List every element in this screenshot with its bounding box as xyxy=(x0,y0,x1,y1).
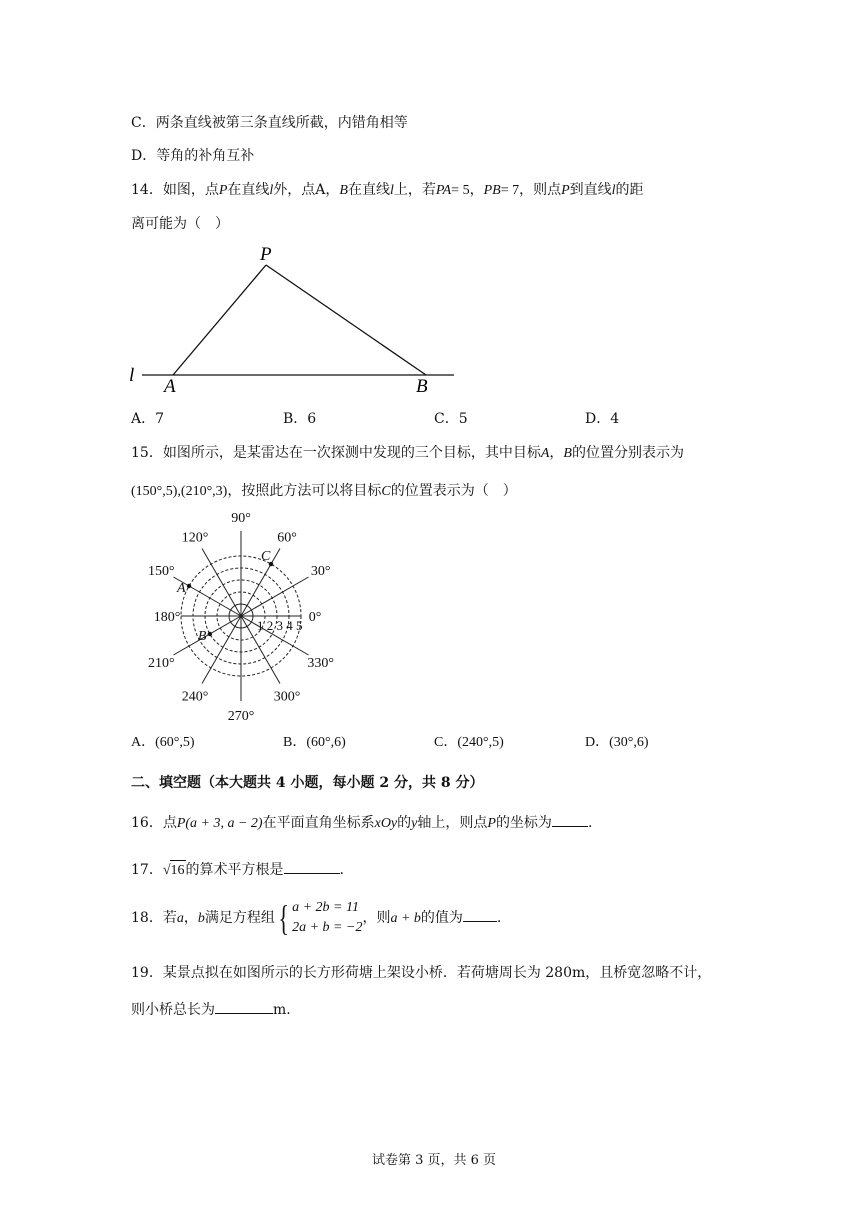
q18-stem: 18．若a，b满足方程组{ a + 2b = 11 2a + b = −2 ，则a + b的值为 . xyxy=(131,898,502,938)
radar-spoke-240 xyxy=(202,616,241,684)
q16-answer-blank[interactable] xyxy=(552,812,588,827)
q17-stem: 17．√16的算术平方根是 . xyxy=(131,859,344,881)
radar-target-label: B xyxy=(197,629,207,644)
radar-angle-label: 300° xyxy=(273,689,301,705)
label-l: l xyxy=(129,365,135,386)
q19-stem-line1: 19．某景点拟在如图所示的长方形荷塘上架设小桥．若荷塘周长为 280m，且桥宽忽略不计， xyxy=(131,965,712,981)
radar-angle-label: 240° xyxy=(181,689,209,705)
radar-angle-label: 0° xyxy=(308,610,322,625)
radar-target-label: C xyxy=(261,549,271,565)
segment-pa xyxy=(173,265,266,375)
q15-option-a: A．(60°,5) xyxy=(131,735,195,750)
radar-angle-label: 270° xyxy=(227,709,255,724)
radar-angle-label: 150° xyxy=(148,564,175,579)
label-p: P xyxy=(260,244,272,265)
section2-title: 二、填空题（本大题共 4 小题，每小题 2 分，共 8 分） xyxy=(131,775,484,791)
page-footer: 试卷第 3 页，共 6 页 xyxy=(371,1153,497,1168)
q14-triangle-figure xyxy=(120,240,470,400)
q13-option-d: D．等角的补角互补 xyxy=(131,148,255,164)
radar-angle-label: 60° xyxy=(277,530,297,546)
label-b: B xyxy=(416,376,428,397)
radar-spoke-120 xyxy=(202,548,241,616)
q14-option-b: B．6 xyxy=(283,411,317,427)
radar-target-B xyxy=(208,632,212,636)
q14-stem-line1: 14．如图，点P在直线l外，点A，B在直线l上，若PA= 5，PB= 7，则点P到直线l的距 xyxy=(131,182,644,198)
radar-angle-label: 210° xyxy=(148,656,175,671)
radar-spoke-30 xyxy=(241,577,309,616)
q14-option-a: A．7 xyxy=(131,411,165,427)
radar-angle-label: 330° xyxy=(307,656,334,671)
q14-option-c: C．5 xyxy=(434,411,468,427)
radar-spoke-210 xyxy=(173,616,241,655)
radar-angle-label: 30° xyxy=(310,564,331,579)
segment-pb xyxy=(266,265,426,375)
q15-stem-line2: (150°,5),(210°,3)，按照此方法可以将目标C的位置表示为（ ） xyxy=(131,483,517,499)
q15-radar-figure xyxy=(122,511,352,724)
radar-target-A xyxy=(187,584,191,588)
radar-angle-label: 90° xyxy=(231,511,251,526)
q15-option-d: D．(30°,6) xyxy=(585,735,649,750)
sqrt-symbol: √ xyxy=(162,863,171,878)
q15-stem-line1: 15．如图所示，是某雷达在一次探测中发现的三个目标，其中目标A，B的位置分别表示为 xyxy=(131,445,684,461)
radar-ring-labels: 1 2 3 4 5 xyxy=(257,618,303,633)
q17-answer-blank[interactable] xyxy=(284,859,340,874)
q19-answer-blank[interactable] xyxy=(215,999,273,1014)
equation-system: a + 2b = 11 2a + b = −2 xyxy=(292,900,363,935)
q13-option-c: C．两条直线被第三条直线所截，内错角相等 xyxy=(131,115,408,131)
radar-angle-label: 120° xyxy=(181,530,209,546)
radar-target-label: A xyxy=(177,581,186,596)
q15-option-b: B．(60°,6) xyxy=(283,735,346,750)
q16-stem: 16．点P(a + 3, a − 2)在平面直角坐标系xOy的y轴上，则点P的坐标为 . xyxy=(131,812,592,834)
q19-stem-line2: 则小桥总长为 m. xyxy=(131,999,291,1020)
q14-option-d: D．4 xyxy=(585,411,620,427)
label-a: A xyxy=(164,376,176,397)
system-brace: { xyxy=(278,898,289,938)
q18-answer-blank[interactable] xyxy=(463,907,497,922)
radar-angle-label: 180° xyxy=(153,610,181,625)
q14-stem-line2: 离可能为（ ） xyxy=(131,216,229,232)
q15-option-c: C．(240°,5) xyxy=(434,735,504,750)
